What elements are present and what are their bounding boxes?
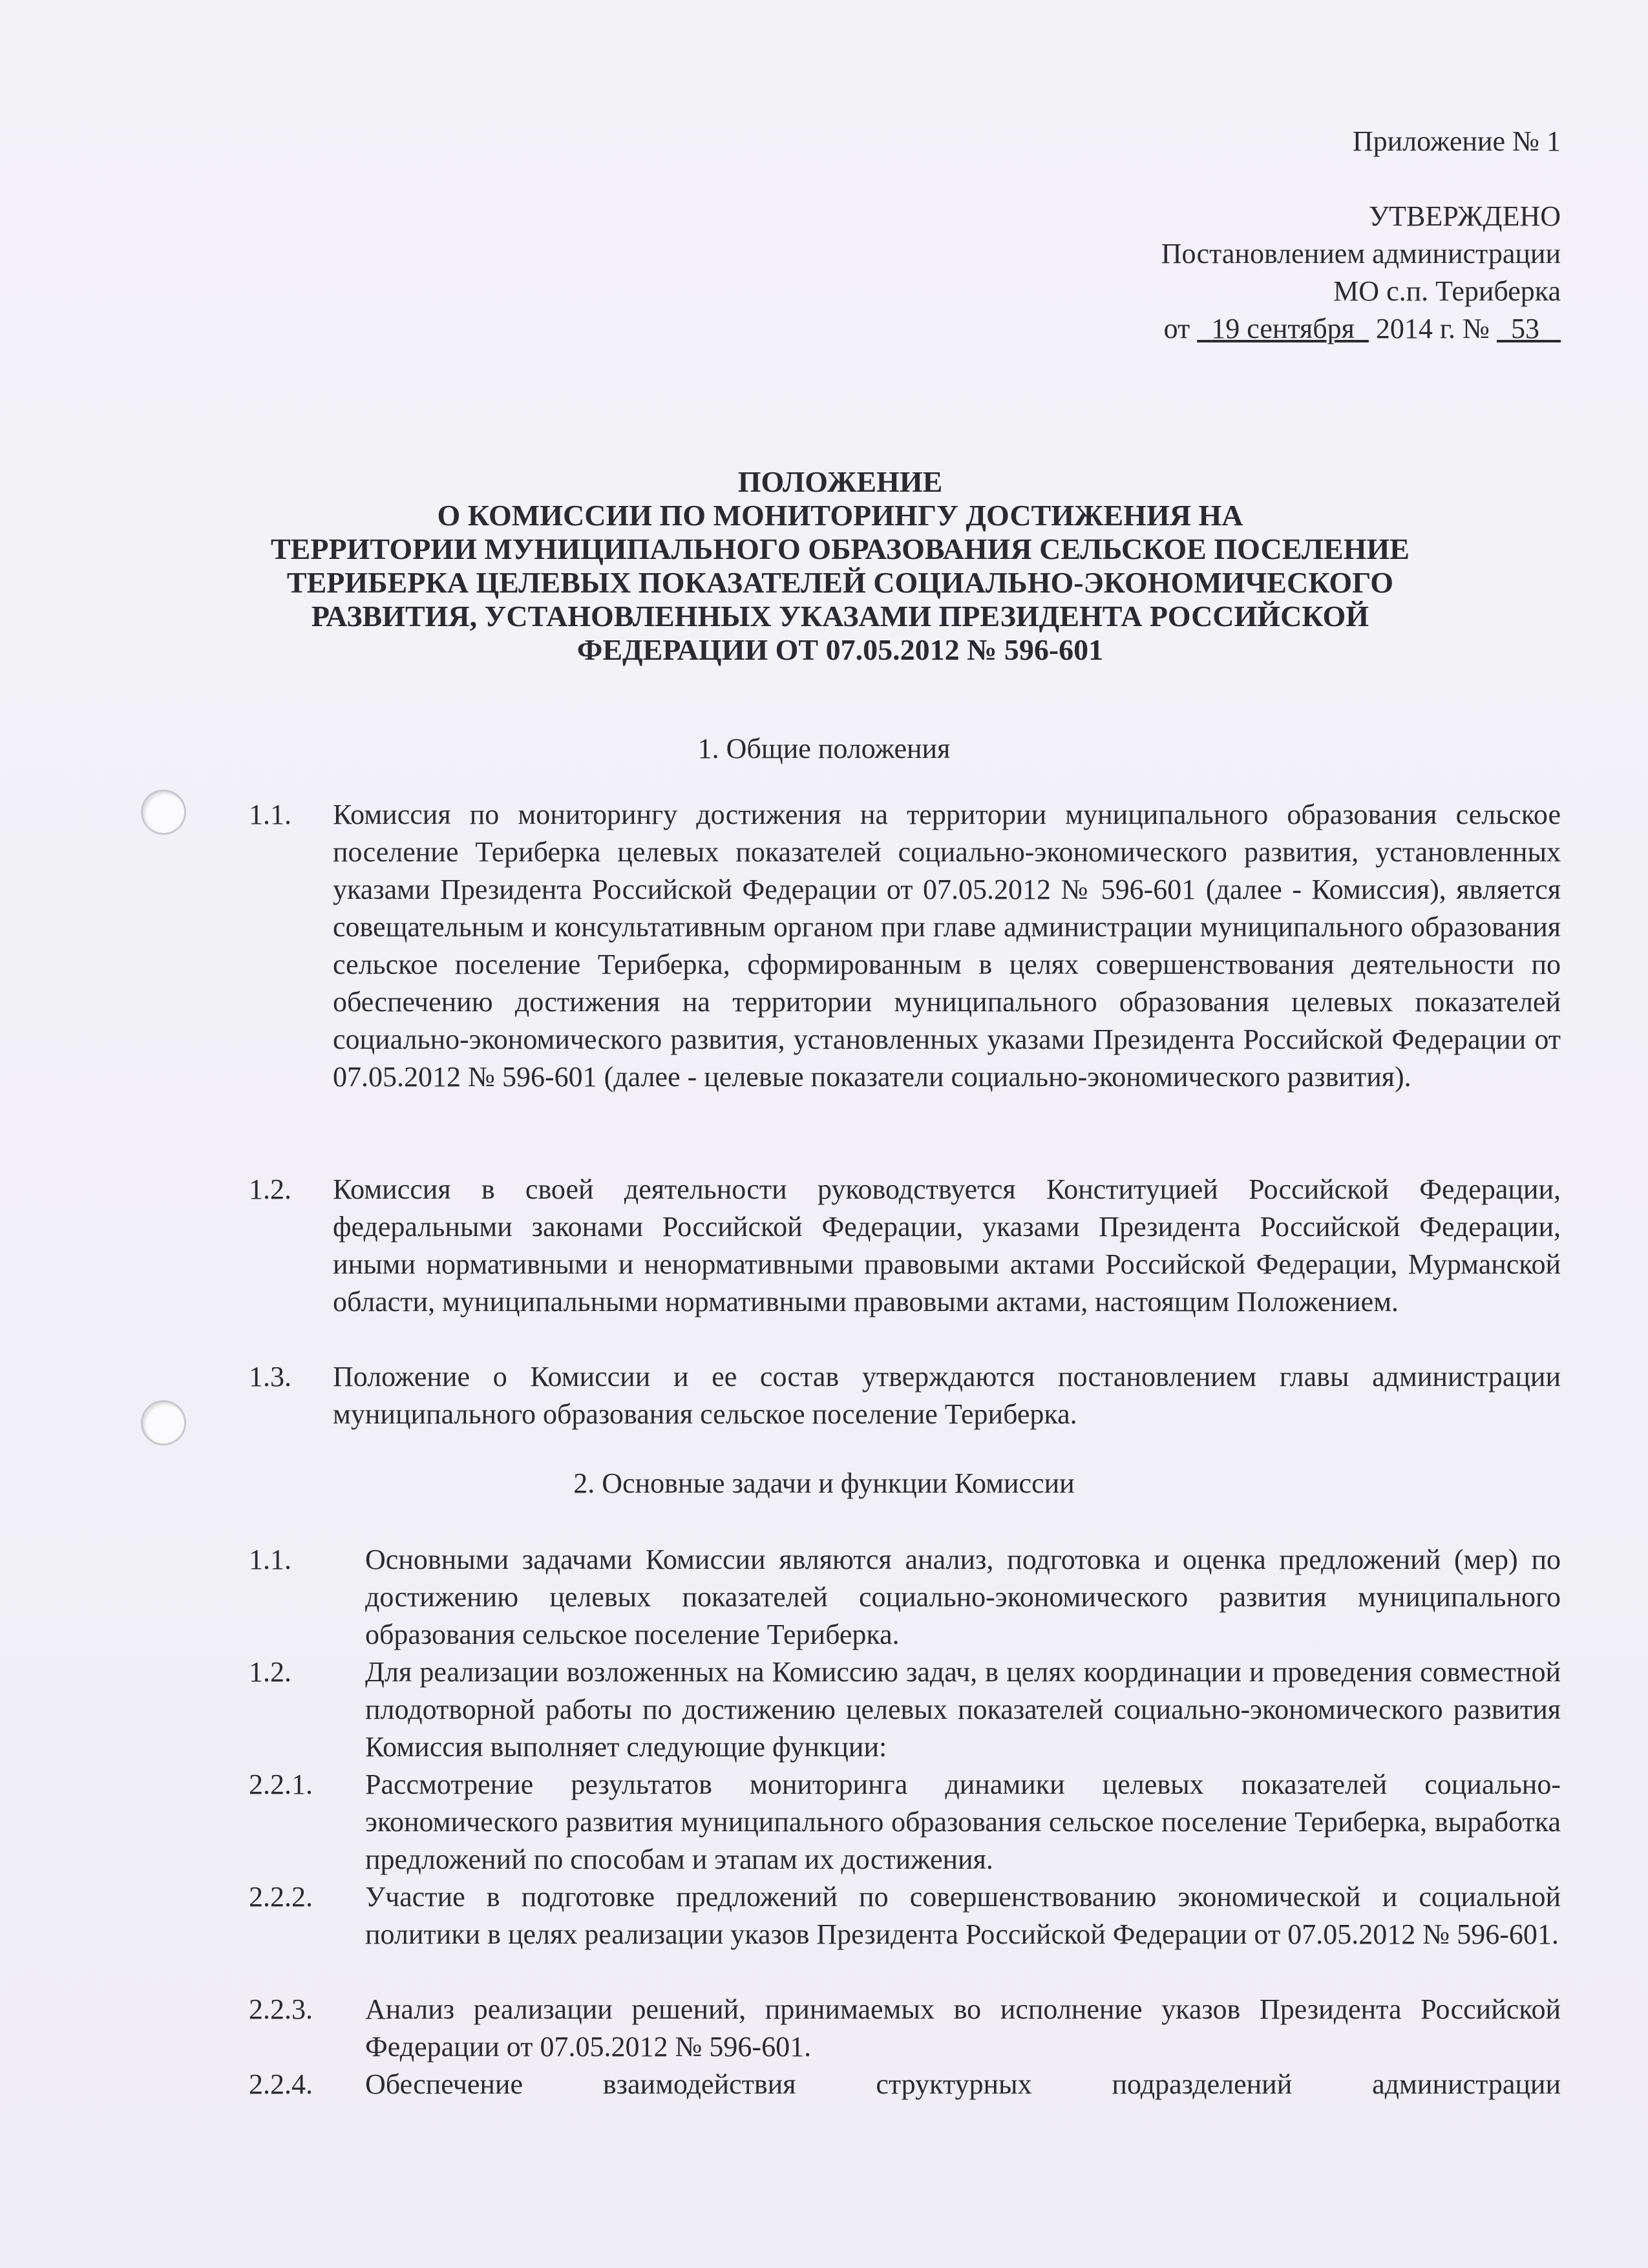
clause-2-2 bbox=[249, 1654, 1561, 1766]
clause-text: Анализ реализации решений, принимаемых во исполнение указов Президента Российской Федерации от 07.05.2012 № 596-601. bbox=[365, 1993, 1561, 2063]
clause-1-2 bbox=[249, 1171, 1561, 1321]
date-prefix: от bbox=[1163, 313, 1190, 344]
clause-text: Основными задачами Комиссии являются анализ, подготовка и оценка предложений (мер) по достижению целевых показателей социально-экономического развития муниципального образования сельское поселение Териберка. bbox=[365, 1544, 1561, 1650]
punch-hole-top bbox=[141, 790, 186, 835]
section-2-heading: 2. Основные задачи и функции Комиссии bbox=[573, 1467, 1075, 1499]
year-label: 2014 г. № bbox=[1375, 313, 1490, 344]
date-value: 19 сентября bbox=[1211, 313, 1355, 344]
punch-hole-bottom bbox=[141, 1400, 186, 1445]
title-line: О КОМИССИИ ПО МОНИТОРИНГУ ДОСТИЖЕНИЯ НА bbox=[437, 499, 1243, 532]
clause-2-1 bbox=[249, 1541, 1561, 1654]
section-1-heading: 1. Общие положения bbox=[697, 733, 951, 764]
clause-number: 1.1. bbox=[249, 1544, 291, 1575]
clause-2-2-2 bbox=[249, 1878, 1561, 1953]
clause-2-2-4 bbox=[249, 2066, 1561, 2103]
clause-text: Обеспечение взаимодействия структурных подразделений администрации bbox=[365, 2068, 1561, 2100]
appendix-label: Приложение № 1 bbox=[1352, 125, 1561, 157]
clause-text: Положение о Комиссии и ее состав утверждаются постановлением главы администрации муниципального образования сельское поселение Териберка. bbox=[333, 1361, 1561, 1430]
clause-text: Рассмотрение результатов мониторинга динамики целевых показателей социально-экономического развития муниципального образования сельское поселение Териберка, выработка предложений по способам и этапам их достижения. bbox=[365, 1769, 1561, 1875]
clause-number: 1.2. bbox=[249, 1656, 291, 1688]
approved-label: УТВЕРЖДЕНО bbox=[1368, 200, 1561, 232]
clause-text: Участие в подготовке предложений по совершенствованию экономической и социальной политики в целях реализации указов Президента Российской Федерации от 07.05.2012 № 596-601. bbox=[365, 1881, 1561, 1950]
clause-number: 2.2.3. bbox=[249, 1993, 313, 2025]
clause-number: 1.3. bbox=[249, 1361, 291, 1392]
clause-2-2-3 bbox=[249, 1991, 1561, 2066]
title-line: ТЕРРИТОРИИ МУНИЦИПАЛЬНОГО ОБРАЗОВАНИЯ СЕЛЬСКОЕ ПОСЕЛЕНИЕ bbox=[271, 532, 1410, 565]
clause-1-3 bbox=[249, 1358, 1561, 1433]
clause-number: 2.2.2. bbox=[249, 1881, 313, 1913]
clause-number: 1.2. bbox=[249, 1173, 291, 1205]
resolution-number: 53 bbox=[1511, 313, 1539, 344]
approval-header bbox=[914, 123, 1561, 348]
clause-text: Для реализации возложенных на Комиссию задач, в целях координации и проведения совместной плодотворной работы по достижению целевых показателей социально-экономического развития Комиссия выполняет следующие функции: bbox=[365, 1656, 1561, 1763]
resolution-label: Постановлением администрации bbox=[1161, 238, 1561, 269]
clause-2-2-1 bbox=[249, 1766, 1561, 1878]
clause-1-1 bbox=[249, 796, 1561, 1096]
title-line: ТЕРИБЕРКА ЦЕЛЕВЫХ ПОКАЗАТЕЛЕЙ СОЦИАЛЬНО-ЭКОНОМИЧЕСКОГО bbox=[286, 566, 1394, 599]
clause-number: 2.2.1. bbox=[249, 1769, 313, 1800]
title-line: ПОЛОЖЕНИЕ bbox=[737, 465, 943, 498]
clause-number: 1.1. bbox=[249, 799, 291, 830]
title-line: РАЗВИТИЯ, УСТАНОВЛЕННЫХ УКАЗАМИ ПРЕЗИДЕНТА РОССИЙСКОЙ bbox=[311, 600, 1369, 633]
clause-number: 2.2.4. bbox=[249, 2068, 313, 2100]
title-line: ФЕДЕРАЦИИ ОТ 07.05.2012 № 596-601 bbox=[576, 633, 1104, 666]
resolution-date-line bbox=[914, 310, 1561, 348]
document-title bbox=[259, 465, 1422, 667]
clause-text: Комиссия по мониторингу достижения на территории муниципального образования сельское поселение Териберка целевых показателей социально-экономического развития, установленных указами Президента Российской Федерации от 07.05.2012 № 596-601 (далее - Комиссия), является совещательным и консультативным органом при главе администрации муниципального образования сельское поселение Териберка, сформированным в целях совершенствования деятельности по обеспечению достижения на территории муниципального образования целевых показателей социально-экономического развития, установленных указами Президента Российской Федерации от 07.05.2012 № 596-601 (далее - целевые показатели социально-экономического развития). bbox=[333, 799, 1561, 1093]
clause-text: Комиссия в своей деятельности руководствуется Конституцией Российской Федерации, федеральными законами Российской Федерации, указами Президента Российской Федерации, иными нормативными и ненормативными правовыми актами Российской Федерации, Мурманской области, муниципальными нормативными правовыми актами, настоящим Положением. bbox=[333, 1173, 1561, 1318]
municipality-label: МО с.п. Териберка bbox=[1333, 275, 1561, 307]
